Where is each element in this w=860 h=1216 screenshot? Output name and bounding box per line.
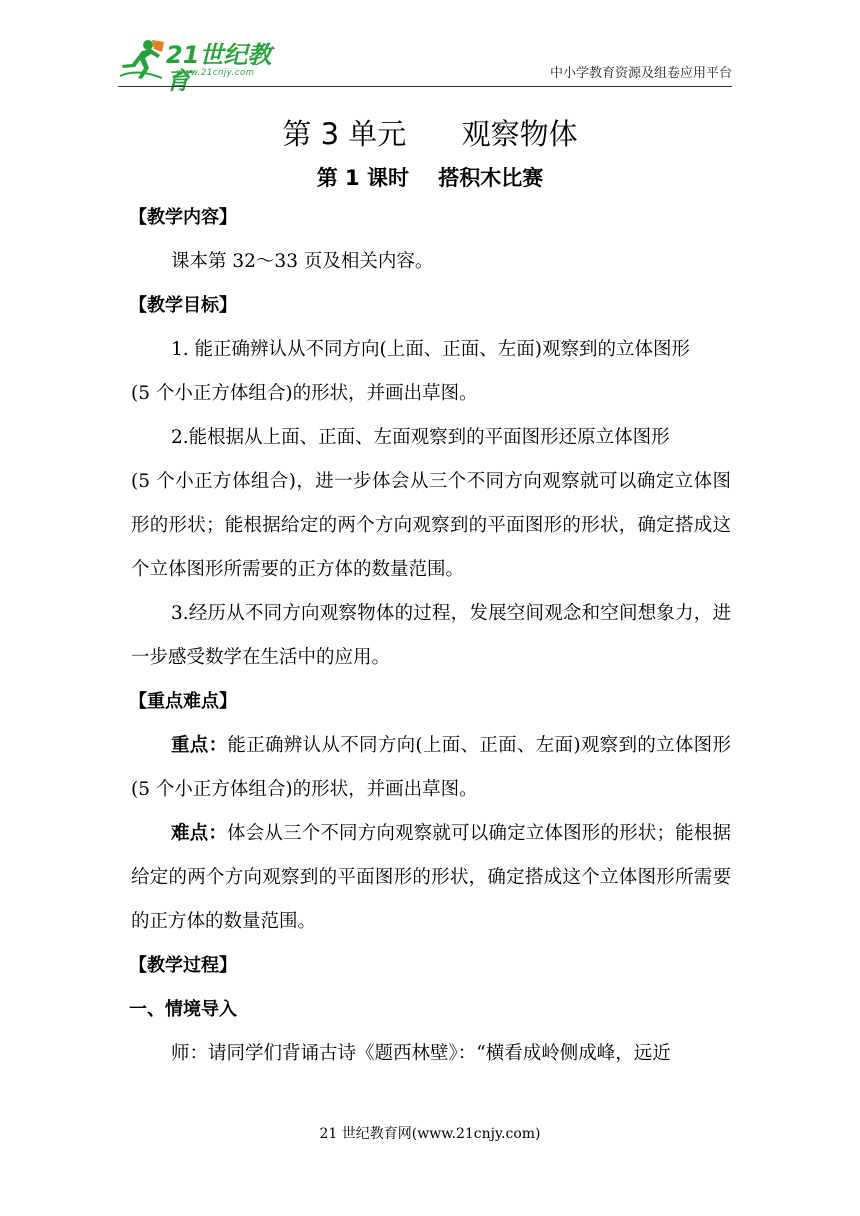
content-paragraph: 课本第 32～33 页及相关内容。 [171, 251, 434, 272]
platform-label: 中小学教育资源及组卷应用平台 [549, 66, 732, 81]
key-point-paragraph [131, 724, 731, 812]
difficult-point-paragraph [131, 812, 731, 944]
page-header [0, 0, 860, 95]
section-heading-goals: 【教学目标】 [129, 295, 237, 316]
document-body [131, 196, 731, 1076]
goal-2-line-1: 2.能根据从上面、正面、左面观察到的平面图形还原立体图形 [171, 427, 670, 448]
section-heading-process: 【教学过程】 [129, 955, 237, 976]
site-logo[interactable] [118, 38, 288, 95]
header-divider [118, 86, 732, 87]
goal-3: 3.经历从不同方向观察物体的过程，发展空间观念和空间想象力，进一步感受数学在生活中的应用。 [131, 603, 731, 668]
section-heading-content: 【教学内容】 [129, 207, 237, 228]
key-point-text: 能正确辨认从不同方向(上面、正面、左面)观察到的立体图形(5 个小正方体组合)的形状，并画出草图。 [131, 735, 731, 800]
runner-logo-icon [118, 38, 166, 82]
page-footer: 21 世纪教育网(www.21cnjy.com) [319, 1126, 541, 1142]
goal-1-line-2: (5 个小正方体组合)的形状，并画出草图。 [131, 383, 478, 404]
goal-1-line-1: 1. 能正确辨认从不同方向(上面、正面、左面)观察到的立体图形 [171, 339, 690, 360]
page-subtitle: 第 1 课时 搭积木比赛 [316, 166, 544, 190]
section-heading-key-points: 【重点难点】 [129, 691, 237, 712]
difficult-point-text: 体会从三个不同方向观察就可以确定立体图形的形状；能根据给定的两个方向观察到的平面图形的形状，确定搭成这个立体图形所需要的正方体的数量范围。 [131, 823, 731, 932]
goal-2-rest: (5 个小正方体组合)，进一步体会从三个不同方向观察就可以确定立体图形的形状；能根据给定的两个方向观察到的平面图形的形状，确定搭成这个立体图形所需要的正方体的数量范围。 [131, 471, 731, 580]
intro-paragraph: 师：请同学们背诵古诗《题西林壁》：“横看成岭侧成峰，远近 [171, 1043, 671, 1064]
logo-url: www.21cnjy.com [176, 68, 255, 78]
logo-text: 21世纪教育 [166, 41, 272, 95]
key-point-label: 重点： [171, 735, 228, 756]
page-title: 第 3 单元 观察物体 [282, 117, 578, 151]
difficult-point-label: 难点： [171, 823, 228, 844]
subsection-heading-intro: 一、情境导入 [129, 999, 237, 1020]
